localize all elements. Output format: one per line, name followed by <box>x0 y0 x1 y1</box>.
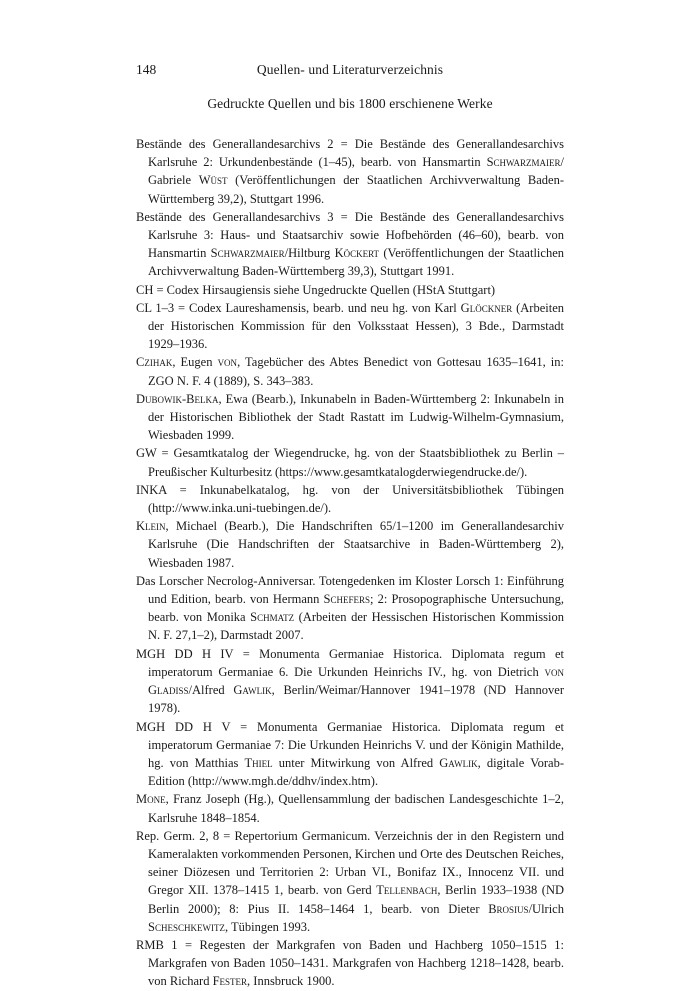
bibliography-entry <box>136 481 564 517</box>
author-name: Schmatz <box>250 610 295 625</box>
author-name: Klein <box>136 519 166 534</box>
running-head: Quellen- und Literaturverzeichnis <box>256 62 444 77</box>
author-name: Fester <box>212 974 248 989</box>
entry-text: RMB 1 = Regesten der Markgrafen von Baden und Hachberg 1050–1515 1: Markgrafen von Baden 1050–1431. Markgrafen von Hachberg 1218–1428, bearb. von Richard <box>136 937 564 989</box>
author-name: Mone <box>136 792 166 807</box>
entry-text: ; 2: Prosopographische Untersuchung, bearb. von Monika <box>148 592 564 625</box>
entry-text: Bestände des Generallandesarchivs 2 = Die Bestände des Generallandesarchivs Karlsruhe 2: Urkundenbestände (1–45), bearb. von Hansmartin <box>136 137 564 170</box>
entry-text: , Tagebücher des Abtes Benedict von Gottesau 1635–1641, in: ZGO N. F. 4 (1889), S. 343–383. <box>148 355 564 388</box>
author-name: Dubowik-Belka <box>136 391 219 406</box>
author-name: von Gladiss <box>148 664 564 698</box>
author-name: Schwarzmaier <box>486 155 561 170</box>
author-name: Schwarzmaier <box>210 246 285 261</box>
entry-text: /Alfred <box>188 683 234 698</box>
entry-text: , Tübingen 1993. <box>224 919 311 934</box>
entry-text: , Franz Joseph (Hg.), Quellensammlung der badischen Landesgeschichte 1–2, Karlsruhe 1848–1854. <box>148 792 564 825</box>
entry-text: CL 1–3 = Codex Laureshamensis, bearb. und neu hg. von Karl <box>136 300 461 315</box>
entry-text: / Gabriele <box>148 155 564 188</box>
entry-text: Rep. Germ. 2, 8 = Repertorium Germanicum. Verzeichnis der in den Registern und Kameralakten vorkommenden Personen, Kirchen und Orte des Deutschen Reiches, seiner Diözesen und Territorien 2: Urban VI., Bonifaz IX., Innocenz VII. und Gregor XII. 1378–1415 1, bearb. von Gerd <box>136 828 564 898</box>
entry-text: (Veröffentlichungen der Staatlichen Archivverwaltung Baden-Württemberg 39,2), Stuttgart 1996. <box>148 173 565 206</box>
author-name: Tellenbach <box>376 883 438 898</box>
author-name: Brosius <box>488 901 529 916</box>
bibliography-entry <box>136 517 564 572</box>
bibliography-entry <box>136 936 564 991</box>
bibliography-entry <box>136 135 564 208</box>
entry-text: , Eugen <box>172 355 218 370</box>
entry-text: , Berlin 1933–1938 (ND Berlin 2000); 8: Pius II. 1458–1464 1, bearb. von Dieter <box>148 883 564 916</box>
entry-text: /Ulrich <box>528 901 564 916</box>
entry-text: , Berlin/Weimar/Hannover 1941–1978 (ND Hannover 1978). <box>148 683 564 716</box>
author-name: Czihak <box>136 355 173 370</box>
entry-text: Das Lorscher Necrolog-Anniversar. Totengedenken im Kloster Lorsch 1: Einführung und Edition, bearb. von Hermann <box>136 573 564 607</box>
bibliography-entry <box>136 790 564 826</box>
bibliography-entry <box>136 353 564 389</box>
entry-text: , digitale Vorab-Edition (http://www.mgh.de/ddhv/index.htm). <box>148 755 564 789</box>
page-header <box>136 62 564 82</box>
entry-text: MGH DD H IV = Monumenta Germaniae Historica. Diplomata regum et imperatorum Germaniae 6. Die Urkunden Heinrichs IV., hg. von Dietrich <box>136 646 564 679</box>
author-name: Köckert <box>334 246 380 261</box>
entry-text: INKA = Inkunabelkatalog, hg. von der Universitätsbibliothek Tübingen (http://www.inka.uni-tuebingen.de/). <box>136 482 564 516</box>
entry-text: (Arbeiten der Hessischen Historischen Kommission N. F. 27,1–2), Darmstadt 2007. <box>148 610 564 643</box>
page-number: 148 <box>136 62 157 77</box>
bibliography-entry <box>136 827 564 936</box>
bibliography-entry <box>136 718 564 791</box>
bibliography-entry <box>136 208 564 281</box>
entry-text: , Ewa (Bearb.), Inkunabeln in Baden-Württemberg 2: Inkunabeln in der Historischen Bibliothek der Stadt Rastatt im Ludwig-Wilhelm-Gymnasium, Wiesbaden 1999. <box>148 391 564 443</box>
bibliography-entry <box>136 299 564 354</box>
entry-text: /Hiltburg <box>284 246 335 261</box>
entry-text: Bestände des Generallandesarchivs 3 = Die Bestände des Generallandesarchivs Karlsruhe 3: Haus- und Staatsarchiv sowie Hofbehörden (46–60), bearb. von Hansmartin <box>136 209 564 261</box>
author-name: Glöckner <box>460 300 513 315</box>
author-name: Gawlik <box>439 755 478 770</box>
bibliography-entry <box>136 444 564 480</box>
bibliography-entry <box>136 572 564 645</box>
author-name: Gawlik <box>233 683 272 698</box>
bibliography-entry <box>136 645 564 718</box>
entry-text: GW = Gesamtkatalog der Wiegendrucke, hg. von der Staatsbibliothek zu Berlin – Preußischer Kulturbesitz (https://www.gesamtkatalogderwiegendrucke.de/). <box>136 446 564 479</box>
entry-text: (Veröffentlichungen der Staatlichen Archivverwaltung Baden-Württemberg 39,3), Stuttgart 1991. <box>148 246 564 279</box>
author-name: Schefers <box>323 592 370 607</box>
author-name: Thiel <box>244 755 273 770</box>
entry-text: CH = Codex Hirsaugiensis siehe Ungedruckte Quellen (HStA Stuttgart) <box>136 282 496 297</box>
section-title: Gedruckte Quellen und bis 1800 erschienene Werke <box>207 96 493 111</box>
entry-text: (Arbeiten der Historischen Kommission für den Volksstaat Hessen), 3 Bde., Darmstadt 1929–1936. <box>148 300 564 352</box>
bibliography-list <box>136 135 564 991</box>
bibliography-entry <box>136 390 564 445</box>
entry-text: , Innsbruck 1900. <box>247 974 335 989</box>
bibliography-entry <box>136 281 564 299</box>
author-name: Wüst <box>198 173 228 188</box>
author-name: Scheschkewitz <box>148 919 225 934</box>
entry-text: MGH DD H V = Monumenta Germaniae Historica. Diplomata regum et imperatorum Germaniae 7: Die Urkunden Heinrichs V. und der Königin Mathilde, hg. von Matthias <box>136 719 564 770</box>
author-name: von <box>217 355 238 370</box>
entry-text: unter Mitwirkung von Alfred <box>272 755 440 770</box>
entry-text: , Michael (Bearb.), Die Handschriften 65/1–1200 im Generallandesarchiv Karlsruhe (Die Handschriften der Staatsarchive in Baden-Württemberg 2), Wiesbaden 1987. <box>148 519 564 570</box>
